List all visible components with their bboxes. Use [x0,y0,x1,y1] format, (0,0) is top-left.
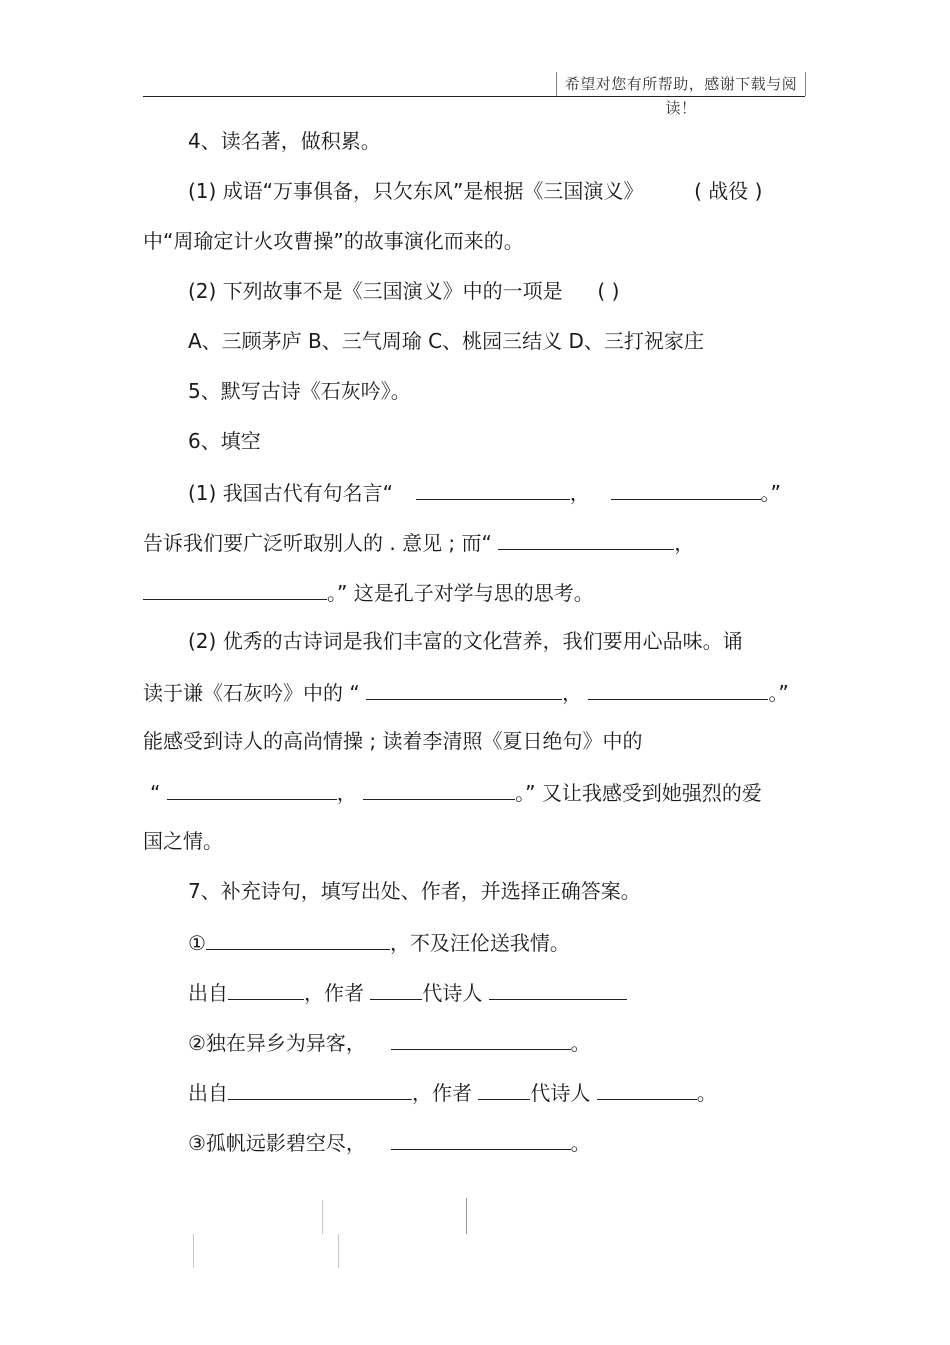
blank-field[interactable] [228,1077,412,1100]
poem-line: ③孤帆远影碧空尽， [188,1131,366,1155]
q6-p1-text3: 这是孔子对学与思的思考。 [353,581,594,605]
q6-p2-text: 读于谦《石灰吟》中的 “ [143,681,360,705]
q6-p2-line1: (2) 优秀的古诗词是我们丰富的文化营养，我们要用心品味。诵 [188,629,743,653]
comma: ， [562,681,583,705]
scan-mark [466,1198,467,1234]
q7-item2-source [188,1077,717,1107]
scan-mark [338,1234,339,1268]
q6-p2-line5: 国之情。 [143,829,223,853]
period-quote: 。” [760,481,781,505]
period: 。 [570,1131,591,1155]
blank-field[interactable] [498,527,674,550]
q6-p1-text2: 告诉我们要广泛听取别人的 . 意见 ; 而“ [143,531,492,555]
blank-field[interactable] [611,477,761,500]
q4-p2-answer-paren: ( ) [597,279,620,303]
q4-options: A、三顾茅庐 B、三气周瑜 C、桃园三结义 D、三打祝家庄 [188,329,704,353]
blank-field[interactable] [366,677,562,700]
header-divider [143,96,805,97]
q6-title: 6、填空 [188,429,261,453]
q7-item1 [188,927,570,957]
item-number: ① [188,931,206,955]
scan-mark [322,1200,323,1234]
author-label: ，作者 [304,981,364,1005]
period-quote: 。” [327,581,348,605]
blank-field[interactable] [391,1027,571,1050]
comma: ， [336,781,357,805]
q7-title: 7、补充诗句，填写出处、作者，并选择正确答案。 [188,879,641,903]
q6-p2-line2 [143,677,789,707]
dynasty-label: 代诗人 [422,981,483,1005]
period: 。 [570,1031,591,1055]
comma: ， [674,531,695,555]
q6-p1-line3 [143,577,594,607]
dynasty-label: 代诗人 [530,1081,591,1105]
comma: ， [569,481,590,505]
source-label: 出自 [188,981,228,1005]
source-label: 出自 [188,1081,228,1105]
blank-field[interactable] [228,977,304,1000]
blank-field[interactable] [167,777,337,800]
q6-p2-line3: 能感受到诗人的高尚情操 ; 读着李清照《夏日绝句》中的 [143,729,643,753]
q7-item1-source [188,977,627,1007]
q4-p1-text: (1) 成语“万事俱备，只欠东风”是根据《三国演义》 [188,179,644,203]
q6-p1-line [188,477,781,507]
open-quote: “ [150,781,161,805]
period: 。 [696,1081,717,1105]
q4-p1-continuation: 中“周瑜定计火攻曹操”的故事演化而来的。 [143,229,524,253]
scan-mark [193,1234,194,1268]
blank-field[interactable] [370,977,422,1000]
blank-field[interactable] [363,777,515,800]
period-quote: 。” [768,681,789,705]
q4-p2-text: (2) 下列故事不是《三国演义》中的一项是 [188,279,563,303]
blank-field[interactable] [489,977,627,1000]
blank-field[interactable] [478,1077,530,1100]
q4-p2-line [188,277,619,305]
period-quote: 。” [515,781,536,805]
blank-field[interactable] [588,677,768,700]
blank-field[interactable] [143,577,327,600]
q4-p1-line [188,177,762,205]
author-label: ，作者 [412,1081,472,1105]
q6-p2-text4: 又让我感受到她强烈的爱 [541,781,762,805]
blank-field[interactable] [206,927,390,950]
blank-field[interactable] [391,1127,571,1150]
q4-title: 4、读名著，做积累。 [188,129,381,153]
q4-p1-battle: ( 战役 ) [694,179,763,203]
blank-field[interactable] [416,477,570,500]
q5-title: 5、默写古诗《石灰吟》。 [188,379,411,403]
q7-item3 [188,1127,591,1157]
q6-p1-line2 [143,527,694,557]
poem-line: ②独在异乡为异客， [188,1031,366,1055]
blank-field[interactable] [597,1077,697,1100]
q6-p1-text: (1) 我国古代有句名言“ [188,481,394,505]
q6-p2-line4 [150,777,762,807]
poem-line: ，不及汪伦送我情。 [389,931,570,955]
header-note: 希望对您有所帮助，感谢下载与阅读！ [556,72,806,96]
q7-item2 [188,1027,591,1057]
